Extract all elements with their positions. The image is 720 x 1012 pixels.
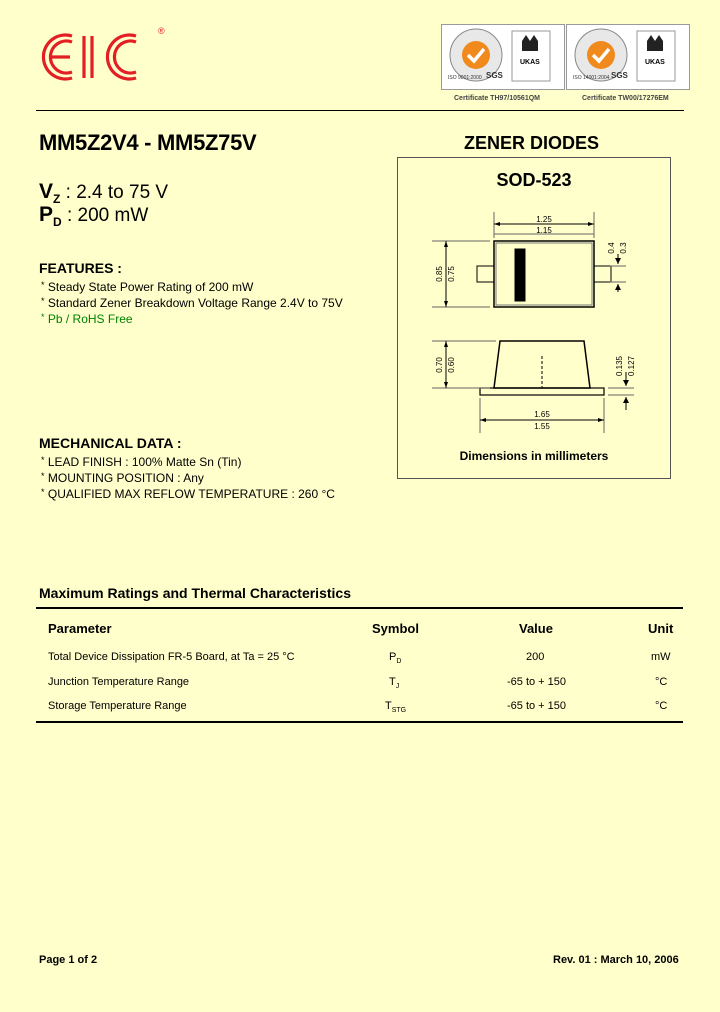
mechanical-item: * MOUNTING POSITION : Any [41, 471, 204, 485]
sgs-label: SGS [486, 71, 503, 80]
mechanical-heading: MECHANICAL DATA : [39, 435, 182, 451]
row-value: -65 to + 150 [507, 676, 567, 688]
page-number: Page 1 of 2 [39, 954, 98, 966]
svg-text:®: ® [158, 26, 165, 36]
package-name: SOD-523 [496, 170, 572, 190]
mechanical-item: * LEAD FINISH : 100% Matte Sn (Tin) [41, 455, 242, 469]
row-value: -65 to + 150 [507, 700, 567, 712]
header-divider [36, 110, 684, 111]
feature-item: * Standard Zener Breakdown Voltage Range 2.4V to 75V [41, 296, 343, 310]
row-unit: mW [651, 651, 671, 663]
sgs-label: SGS [611, 71, 628, 80]
ratings-table-title: Maximum Ratings and Thermal Characteristics [39, 585, 351, 601]
cert-ring-label: ISO 9001:2000 [448, 75, 482, 81]
pd-symbol: P [39, 203, 54, 226]
certificate-badge-1 [441, 24, 565, 90]
dim-thickness-min: 0.127 [627, 355, 636, 377]
ukas-label: UKAS [645, 59, 665, 66]
row-symbol: $T_J$ [389, 676, 400, 691]
dim-top-width-max: 1.25 [536, 215, 552, 224]
certificate-caption-1: Certificate TH97/10561QM [454, 95, 540, 102]
row-parameter: Junction Temperature Range [48, 676, 190, 688]
pd-value: : 200 mW [66, 205, 149, 226]
vz-spec [39, 180, 168, 206]
vz-value: : 2.4 to 75 V [65, 182, 169, 203]
table-top-rule [36, 607, 683, 609]
package-drawing [398, 158, 670, 478]
dim-length-max: 1.65 [534, 410, 550, 419]
dim-top-width-min: 1.15 [536, 226, 552, 235]
dimensions-caption: Dimensions in millimeters [459, 449, 609, 463]
feature-item-rohs: * Pb / RoHS Free [41, 312, 133, 326]
dim-side-height-min: 0.60 [447, 357, 456, 373]
ukas-label: UKAS [520, 59, 540, 66]
pd-sub: D [53, 214, 62, 229]
package-outline-box [397, 157, 671, 479]
row-value: 200 [526, 651, 545, 663]
certificate-caption-2: Certificate TW00/17276EM [582, 95, 669, 102]
col-header-value: Value [519, 621, 553, 636]
revision-date: Rev. 01 : March 10, 2006 [553, 954, 679, 966]
features-heading: FEATURES : [39, 260, 122, 276]
dim-thickness-max: 0.135 [615, 355, 624, 377]
dim-lead-min: 0.3 [619, 242, 628, 254]
dim-side-height-max: 0.70 [435, 357, 444, 373]
col-header-unit: Unit [648, 621, 674, 636]
mechanical-item: * QUALIFIED MAX REFLOW TEMPERATURE : 260 °C [41, 487, 335, 501]
dim-height-max: 0.85 [435, 266, 444, 282]
col-header-symbol: Symbol [372, 621, 419, 636]
row-symbol: $T_{STG}$ [385, 700, 407, 715]
vz-symbol: V [39, 180, 54, 203]
category-title: ZENER DIODES [464, 133, 600, 153]
vz-sub: Z [53, 191, 61, 206]
feature-item: * Steady State Power Rating of 200 mW [41, 280, 254, 294]
row-symbol: $P_D$ [389, 651, 402, 666]
row-parameter: Storage Temperature Range [48, 700, 187, 712]
dim-length-min: 1.55 [534, 422, 550, 431]
row-unit: °C [655, 700, 668, 712]
row-unit: °C [655, 676, 668, 688]
certificate-badge-2 [566, 24, 690, 90]
table-bottom-rule [36, 721, 683, 723]
pd-spec [39, 203, 148, 229]
part-number-title: MM5Z2V4 - MM5Z75V [39, 130, 257, 155]
col-header-parameter: Parameter [48, 621, 112, 636]
eic-logo [36, 24, 176, 88]
row-parameter: Total Device Dissipation FR-5 Board, at Ta = 25 °C [48, 651, 295, 663]
dim-lead-max: 0.4 [607, 242, 616, 254]
dim-height-min: 0.75 [447, 266, 456, 282]
cert-ring-label: ISO 14001:2004 [573, 75, 610, 81]
